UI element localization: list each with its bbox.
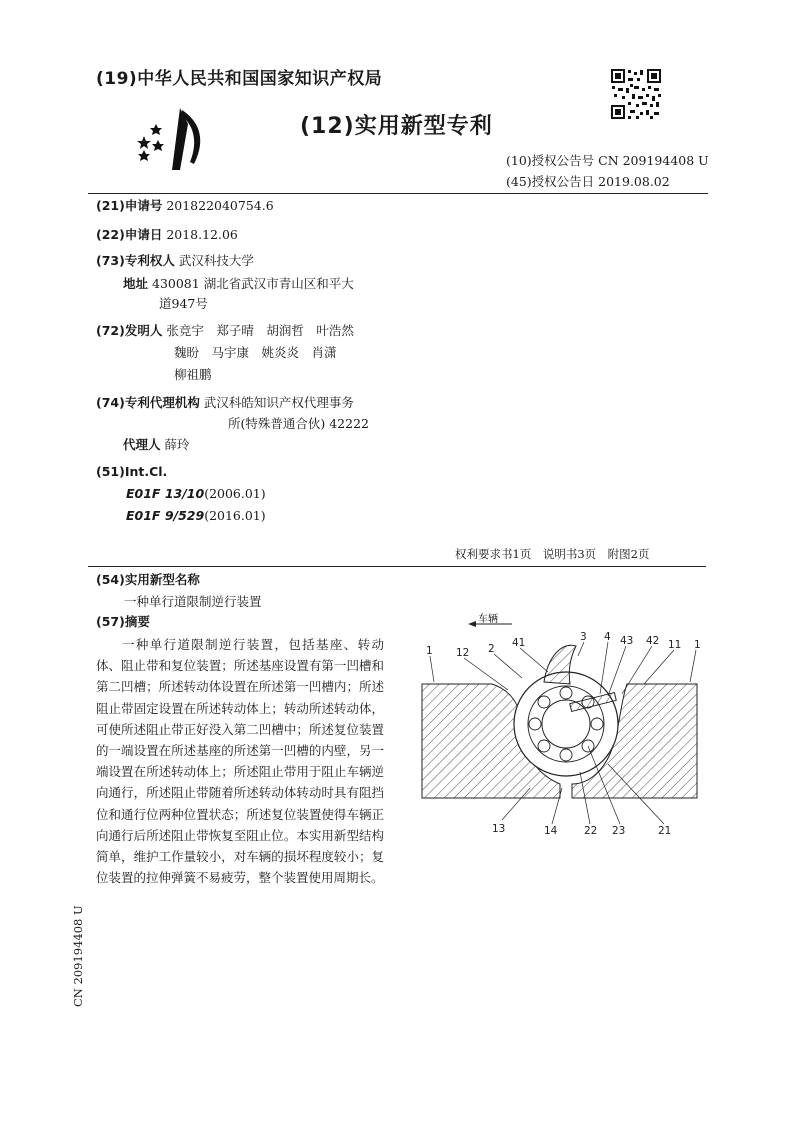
- page-count-info: 权利要求书1页 说明书3页 附图2页: [455, 547, 650, 561]
- fig-label-22: 22: [584, 825, 598, 837]
- utility-model-title: 一种单行道限制逆行装置: [124, 594, 262, 609]
- abstract-text: 一种单行道限制逆行装置，包括基座、转动体、阻止带和复位装置；所述基座设置有第一凹槽和第二凹槽；所述转动体设置在所述第一凹槽内；所述阻止带固定设置在所述转动体上；转动所述转动体，可使所述阻止带正好没入第二凹槽中；所述复位装置的一端设置在所述基座的所述第一凹槽的内壁，另一端设置在所述转动体上；所述阻止带用于阻止车辆逆向通行，所述阻止带随着所述转动体转动时具有阻挡位和通行位两种位置状态；所述复位装置使得车辆正向通行后所述阻止带恢复至阻止位。本实用新型结构简单，维护工作量较小，对车辆的损坏程度较小；复位装置的拉伸弹簧不易疲劳，整个装置使用周期长。: [96, 637, 384, 886]
- ipc-label: (51)Int.Cl.: [96, 464, 168, 479]
- fig-label-13: 13: [492, 823, 506, 835]
- patent-agency: [96, 393, 354, 413]
- inventors: [96, 321, 354, 341]
- application-date: [96, 225, 238, 245]
- address: [123, 274, 354, 294]
- fig-label-3: 3: [580, 631, 587, 643]
- sidebar-publication-number: [69, 897, 89, 1007]
- title-label-text: (54)实用新型名称: [96, 572, 200, 587]
- inventors-line2: 魏盼 马宇康 姚炎炎 肖潇: [174, 345, 337, 360]
- agent-label: 代理人: [123, 437, 161, 452]
- sidebar-text: CN 209194408 U: [71, 905, 85, 1007]
- direction-label: 车辆: [478, 614, 498, 625]
- title-label: [96, 570, 200, 590]
- abstract-figure: [412, 612, 712, 842]
- ipc-class-2: [126, 506, 266, 526]
- fig-label-43: 43: [620, 635, 634, 647]
- document-type: (12)实用新型专利: [300, 114, 493, 139]
- fig-label-1-right: 1: [694, 639, 701, 651]
- publication-date: (45)授权公告日 2019.08.02: [506, 174, 670, 189]
- patentee-label: (73)专利权人: [96, 253, 175, 268]
- agent: [123, 435, 190, 455]
- fig-label-41: 41: [512, 637, 526, 649]
- header-rule: [88, 193, 708, 194]
- patentee: [96, 251, 254, 271]
- ipc-class-1: [126, 484, 266, 504]
- ipc-class-1-date: (2006.01): [204, 486, 266, 501]
- fig-label-14: 14: [544, 825, 558, 837]
- fig-label-1-left: 1: [426, 645, 433, 657]
- inventors-line3: 柳祖鹏: [174, 367, 212, 382]
- fig-label-12: 12: [456, 647, 470, 659]
- application-number-value: 201822040754.6: [166, 198, 274, 213]
- abstract-label: [96, 612, 150, 632]
- patent-agency-line2: 所(特殊普通合伙) 42222: [228, 416, 369, 431]
- ipc-class-1-code: E01F 13/10: [126, 486, 205, 501]
- fig-label-4: 4: [604, 631, 611, 643]
- address-label: 地址: [123, 276, 149, 291]
- cnipa-logo: [132, 104, 212, 172]
- inventors-line1: 张竞宇 郑子晴 胡润哲 叶浩然: [166, 323, 354, 338]
- agent-value: 薛玲: [164, 437, 190, 452]
- fig-label-2: 2: [488, 643, 495, 655]
- fig-label-11: 11: [668, 639, 682, 651]
- application-date-value: 2018.12.06: [166, 227, 238, 242]
- qr-code: [610, 68, 662, 120]
- patentee-value: 武汉科技大学: [178, 253, 254, 268]
- abstract-label-text: (57)摘要: [96, 614, 150, 629]
- application-number-label: (21)申请号: [96, 198, 163, 213]
- ipc-class-2-date: (2016.01): [204, 508, 266, 523]
- section-rule: [88, 566, 706, 567]
- address-continued: 道947号: [159, 296, 208, 311]
- fig-label-42: 42: [646, 635, 660, 647]
- patent-agency-label: (74)专利代理机构: [96, 395, 200, 410]
- ipc-class-2-code: E01F 9/529: [126, 508, 205, 523]
- inventors-label: (72)发明人: [96, 323, 163, 338]
- office-name: (19)中华人民共和国国家知识产权局: [96, 69, 383, 89]
- fig-label-21: 21: [658, 825, 672, 837]
- application-date-label: (22)申请日: [96, 227, 163, 242]
- publication-number: (10)授权公告号 CN 209194408 U: [506, 153, 709, 168]
- application-number: [96, 196, 274, 216]
- patent-agency-line1: 武汉科皓知识产权代理事务: [203, 395, 354, 410]
- address-line1: 430081 湖北省武汉市青山区和平大: [152, 276, 354, 291]
- fig-label-23: 23: [612, 825, 626, 837]
